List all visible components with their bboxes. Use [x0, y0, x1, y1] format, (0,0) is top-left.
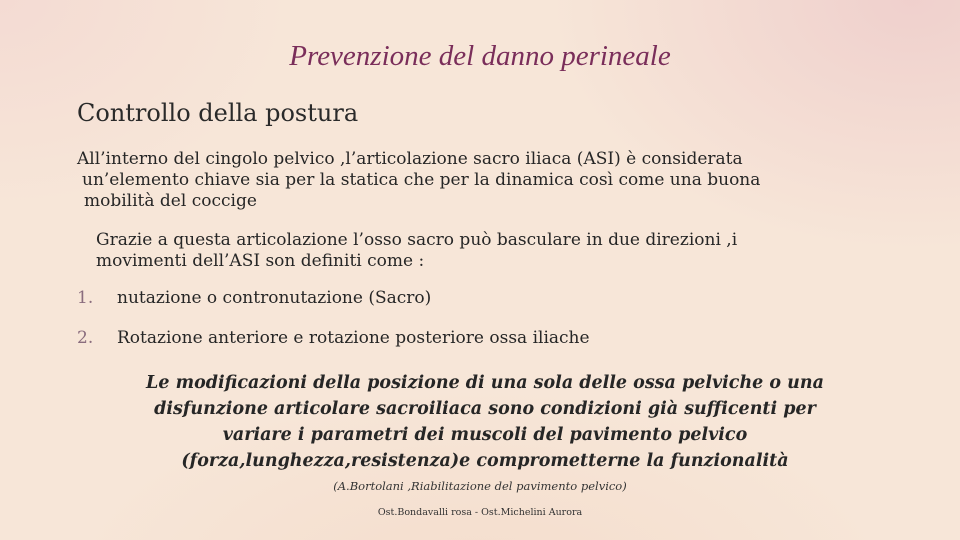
- intro-line: un’elemento chiave sia per la statica che per la dinamica così come una buona: [82, 170, 761, 190]
- movements-line: Grazie a questa articolazione l’osso sacro può basculare in due direzioni ,i: [96, 230, 738, 250]
- quote-line: (forza,lunghezza,resistenza)e comprometterne la funzionalità: [181, 451, 789, 471]
- list-text: Rotazione anteriore e rotazione posteriore ossa iliache: [117, 328, 590, 348]
- list-number: 2.: [77, 328, 94, 348]
- intro-line: mobilità del coccige: [84, 191, 257, 211]
- intro-paragraph: [77, 149, 837, 212]
- movements-paragraph: [96, 230, 856, 272]
- movements-line: movimenti dell’ASI son definiti come :: [96, 251, 425, 271]
- quote-line: disfunzione articolare sacroiliaca sono condizioni già sufficenti per: [154, 399, 816, 419]
- intro-line: All’interno del cingolo pelvico ,l’articolazione sacro iliaca (ASI) è considerata: [77, 149, 743, 169]
- quote-line: Le modificazioni della posizione di una sola delle ossa pelviche o una: [146, 373, 824, 393]
- list-text: nutazione o contronutazione (Sacro): [117, 288, 432, 308]
- citation: (A.Bortolani ,Riabilitazione del pavimento pelvico): [333, 479, 627, 493]
- list-number: 1.: [77, 288, 94, 308]
- slide-title: Prevenzione del danno perineale: [289, 40, 671, 72]
- footer-authors: Ost.Bondavalli rosa - Ost.Michelini Aurora: [377, 507, 583, 518]
- highlight-quote: [100, 370, 870, 474]
- section-heading: Controllo della postura: [77, 99, 359, 127]
- quote-line: variare i parametri dei muscoli del pavimento pelvico: [222, 425, 748, 445]
